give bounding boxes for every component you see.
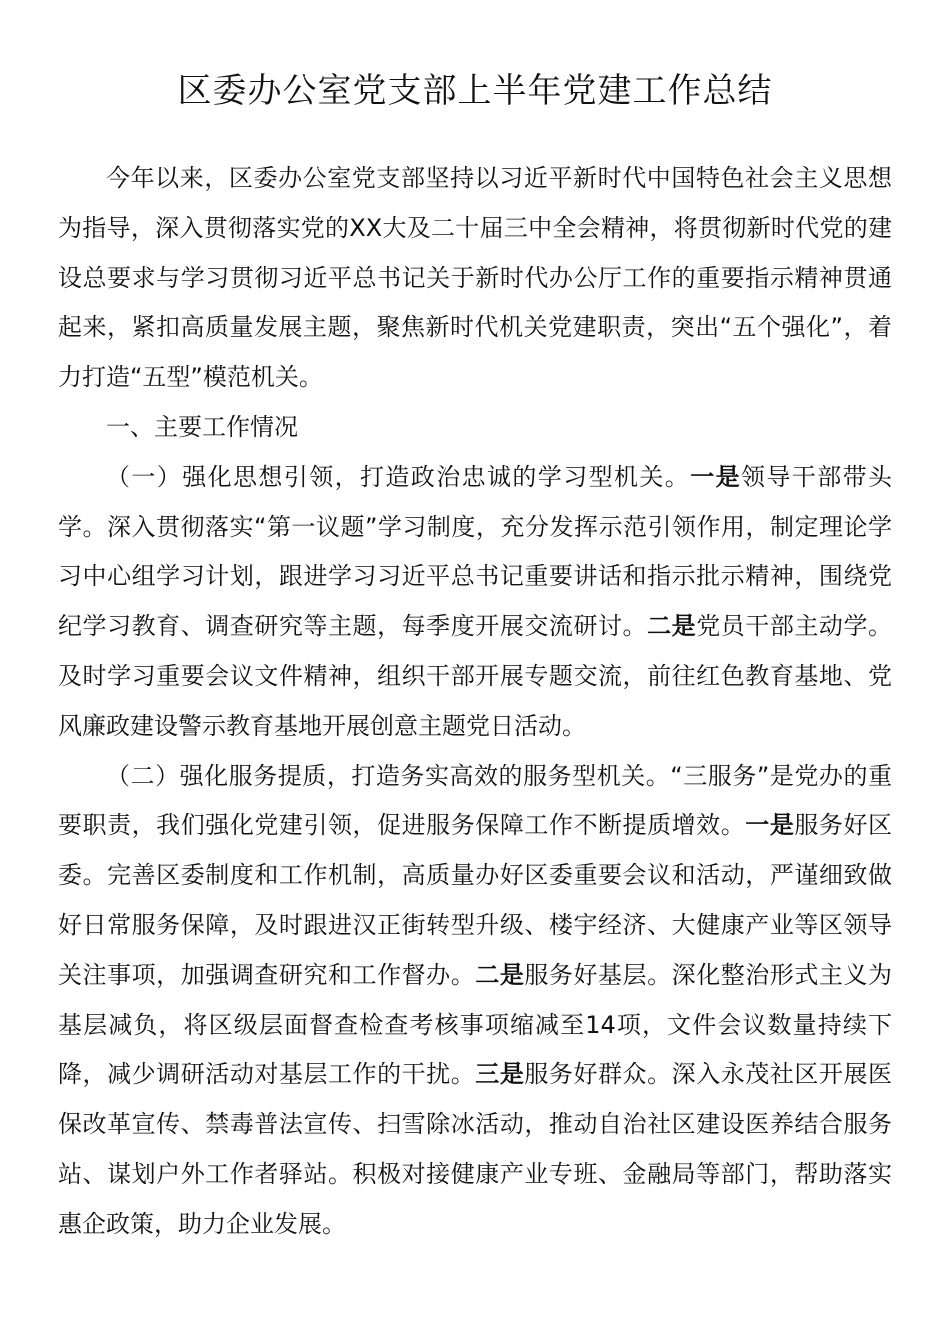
item-2-text-1: 服务好区委。完善区委制度和工作机制，高质量办好区委重要会议和活动，严谨细致做好日常服务保障，及时跟进汉正街转型升级、楼宇经济、大健康产业等区领导关注事项，加强调查研究和工作督办。 — [58, 811, 893, 989]
item-1-text-1: 领导干部带头学。深入贯彻落实“第一议题”学习制度，充分发挥示范引领作用，制定理论学习中心组学习计划，跟进学习习近平总书记重要讲话和指示批示精神，围绕党纪学习教育、调查研究等主题，每季度开展交流研讨。 — [58, 462, 893, 641]
item-2-text-3: 服务好群众。深入永茂社区开展医保改革宣传、禁毒普法宣传、扫雪除冰活动，推动自治社区建设医养结合服务站、谋划户外工作者驿站。积极对接健康产业专班、金融局等部门，帮助落实惠企政策，助力企业发展。 — [58, 1060, 893, 1238]
document-page — [58, 66, 892, 1250]
item-2-text-2: 服务好基层。深化整治形式主义为基层减负，将区级层面督查检查考核事项缩减至14项，文件会议数量持续下降，减少调研活动对基层工作的干扰。 — [58, 960, 893, 1089]
section-heading: 一、主要工作情况 — [106, 412, 298, 441]
item-2-lead: （二）强化服务提质，打造务实高效的服务型机关。“三服务”是党办的重要职责，我们强化党建引领，促进服务保障工作不断提质增效。 — [58, 761, 892, 840]
item-1-paragraph — [58, 453, 892, 752]
item-2-keyword-2: 二是 — [475, 960, 525, 989]
item-2-paragraph — [58, 752, 892, 1250]
item-1-keyword-1: 一是 — [690, 462, 742, 491]
item-1-keyword-2: 二是 — [647, 612, 697, 641]
document-title: 区委办公室党支部上半年党建工作总结 — [177, 71, 773, 111]
item-2-keyword-3: 三是 — [475, 1060, 525, 1089]
item-2-keyword-1: 一是 — [745, 811, 795, 840]
item-1-lead: （一）强化思想引领，打造政治忠诚的学习型机关。 — [106, 462, 691, 491]
intro-paragraph: 今年以来，区委办公室党支部坚持以习近平新时代中国特色社会主义思想为指导，深入贯彻落实党的XX大及二十届三中全会精神，将贯彻新时代党的建设总要求与学习贯彻习近平总书记关于新时代办公厅工作的重要指示精神贯通起来，紧扣高质量发展主题，聚焦新时代机关党建职责，突出“五个强化”，着力打造“五型”模范机关。 — [58, 164, 892, 392]
item-1-text-2: 党员干部主动学。及时学习重要会议文件精神，组织干部开展专题交流，前往红色教育基地、党风廉政建设警示教育基地开展创意主题党日活动。 — [58, 612, 893, 740]
